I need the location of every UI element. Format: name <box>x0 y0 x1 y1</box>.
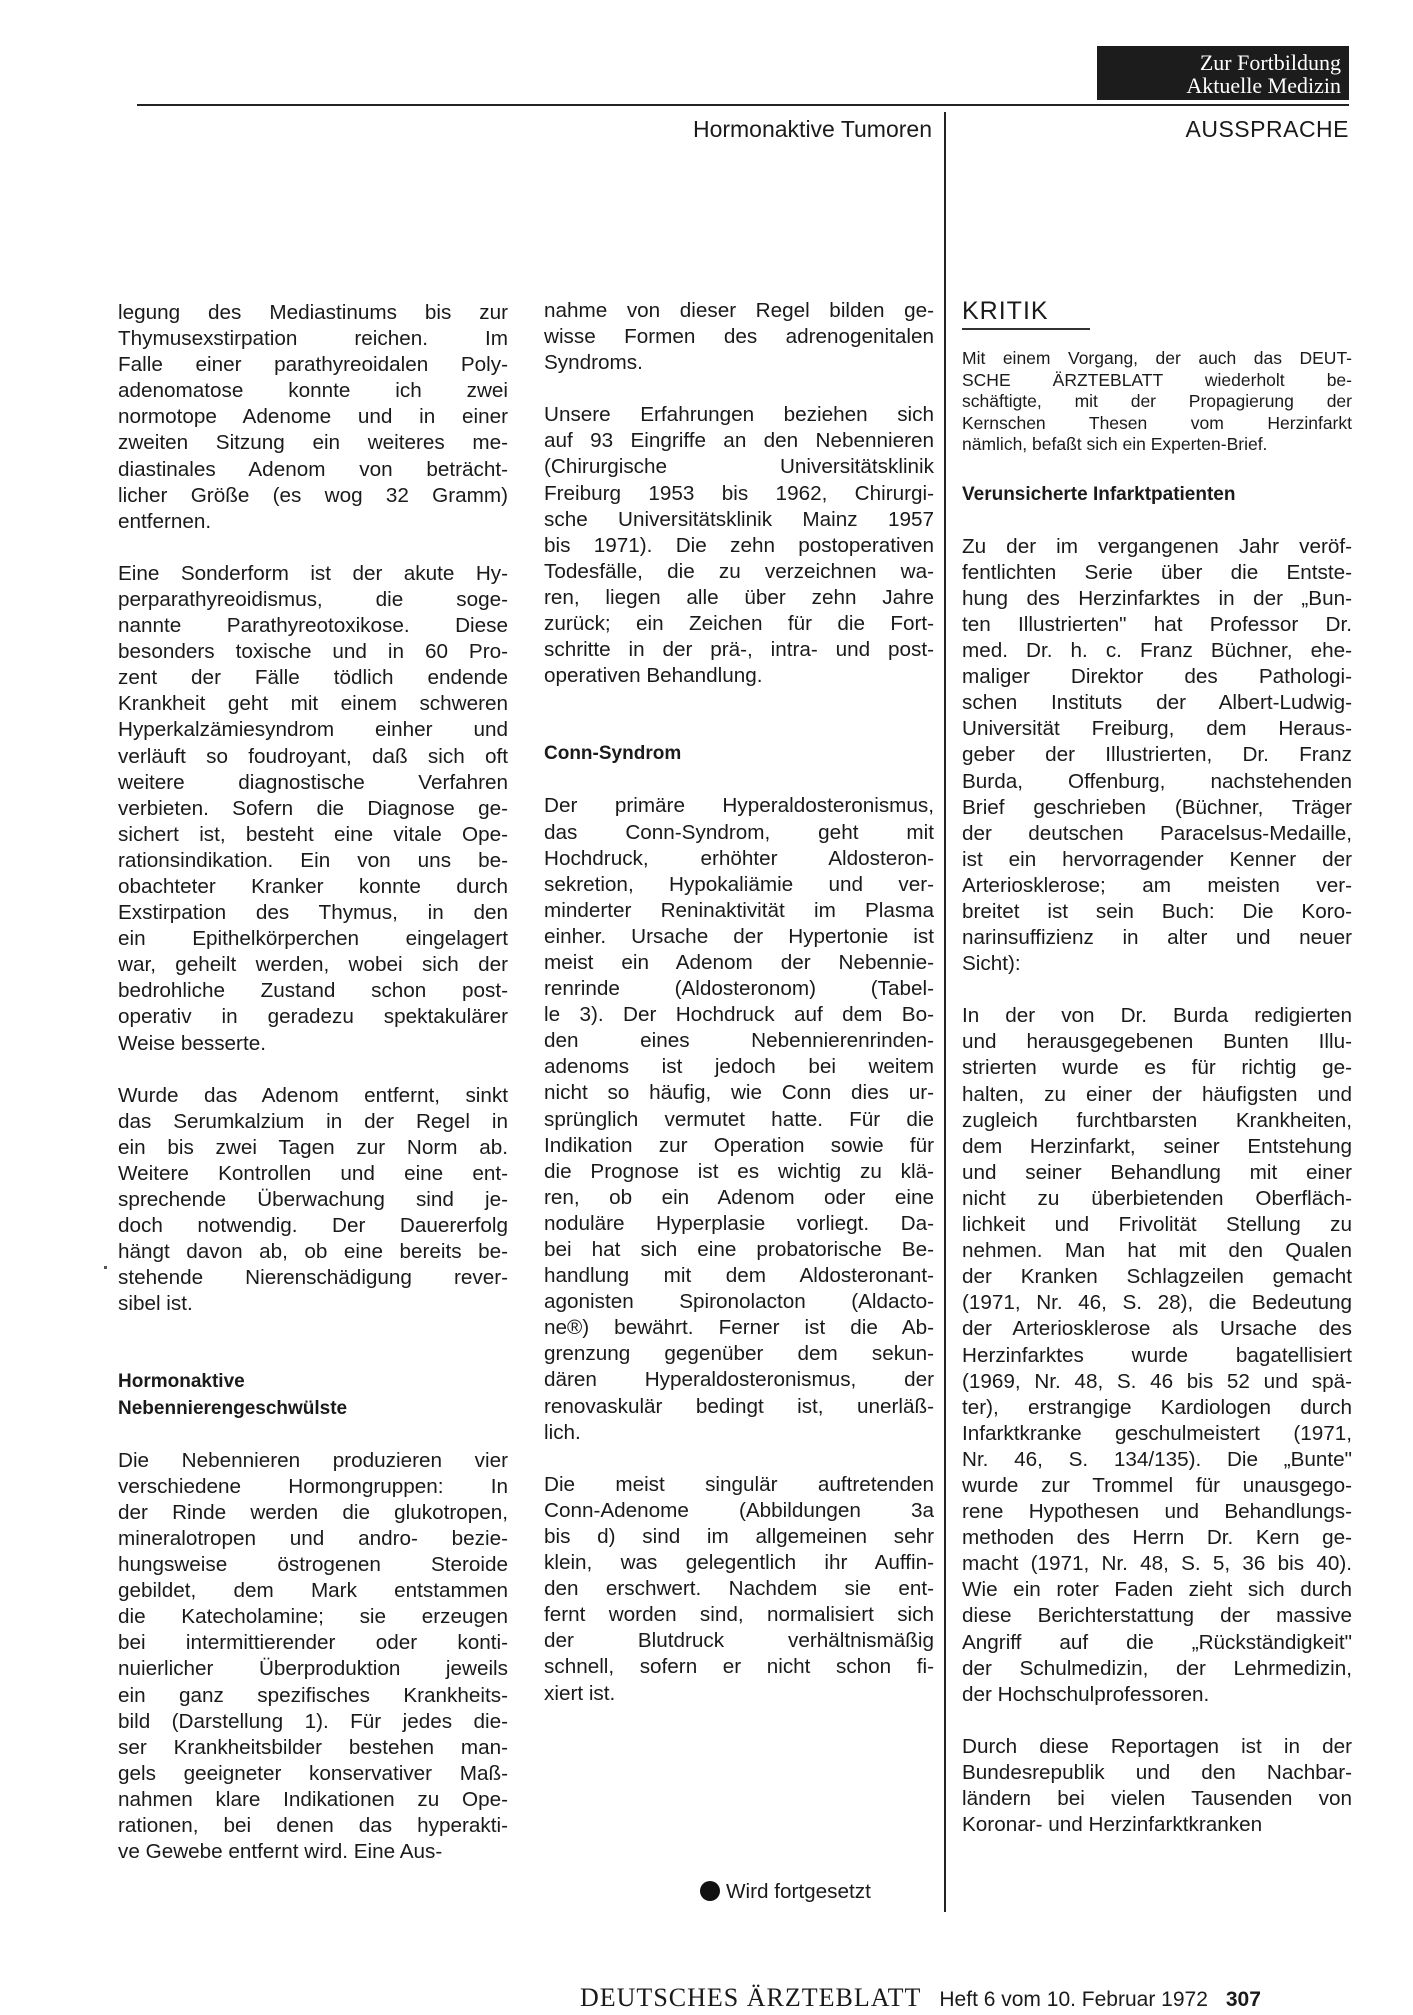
section-heading <box>118 1369 508 1421</box>
text-line: bedrohliche Zustand schon post- <box>118 979 508 1003</box>
text-line: renovaskulär bedingt ist, unerläß- <box>544 1394 934 1418</box>
text-line: verbieten. Sofern die Diagnose ge- <box>118 796 508 820</box>
text-line: breitet ist sein Buch: Die Koro- <box>962 900 1352 923</box>
paragraph <box>118 300 508 535</box>
paragraph <box>118 1448 508 1866</box>
column-divider <box>944 112 946 1912</box>
text-line: mineralotropen und andro- bezie- <box>118 1526 508 1550</box>
text-line: handlung mit dem Aldosteronant- <box>544 1264 934 1288</box>
text-line: minderter Reninaktivität im Plasma <box>544 898 934 922</box>
text-line: ren, liegen alle über zehn Jahre <box>544 585 934 609</box>
text-line: Exstirpation des Thymus, in den <box>118 901 508 925</box>
text-line: sibel ist. <box>118 1292 193 1316</box>
text-line: dem Herzinfarkt, seiner Entstehung <box>962 1134 1352 1158</box>
running-title: Hormonaktive Tumoren <box>692 116 932 142</box>
text-line: Eine Sonderform ist der akute Hy- <box>118 561 508 585</box>
text-line: war, geheilt werden, wobei sich der <box>118 953 508 977</box>
text-line: nahmen klare Indikationen zu Ope- <box>118 1787 508 1811</box>
badge-line-1: Zur Fortbildung <box>1199 50 1341 75</box>
lead-paragraph <box>962 348 1352 456</box>
text-line: nicht zu überbietenden Oberfläch- <box>962 1186 1352 1210</box>
text-line: den eines Nebennierenrinden- <box>544 1029 934 1053</box>
text-line: bild (Darstellung 1). Für jedes die- <box>118 1709 508 1733</box>
paragraph <box>544 402 934 689</box>
section-heading: Verunsicherte Infarktpatienten <box>962 483 1236 505</box>
text-line: der Blutdruck verhältnismäßig <box>544 1629 934 1653</box>
text-line: nahme von dieser Regel bilden ge- <box>544 299 934 322</box>
text-line: noduläre Hyperplasie vorliegt. Da- <box>544 1211 934 1235</box>
text-line: operativen Behandlung. <box>544 664 763 688</box>
text-line: ren, ob ein Adenom oder eine <box>544 1185 934 1209</box>
text-line: Herzinfarktes wurde bagatellisiert <box>962 1343 1352 1367</box>
text-line: fernt worden sind, normalisiert sich <box>544 1603 934 1627</box>
text-line: auf 93 Eingriffe an den Nebennieren <box>544 429 934 453</box>
text-line: bei hat sich eine probatorische Be- <box>544 1238 934 1261</box>
text-line: zugleich furchtbarsten Krankheiten, <box>962 1108 1352 1132</box>
text-line: sprechende Überwachung sind je- <box>118 1188 508 1211</box>
text-line: zent der Fälle tödlich endende <box>118 666 508 690</box>
text-line: obachteter Kranker konnte durch <box>118 874 508 898</box>
publication-name: DEUTSCHES ÄRZTEBLATT <box>580 1983 922 2012</box>
text-line: bei intermittierender oder konti- <box>118 1631 508 1655</box>
text-line: Weitere Kontrollen und eine ent- <box>118 1161 508 1185</box>
paragraph <box>962 534 1352 978</box>
text-line: nuierlicher Überproduktion jeweils <box>118 1657 508 1681</box>
text-line: sprünglich vermutet hatte. Für die <box>544 1107 934 1131</box>
text-line: sekretion, Hypokaliämie und ver- <box>544 872 934 896</box>
paragraph <box>962 1003 1352 1708</box>
text-line: der Rinde werden die glukotropen, <box>118 1500 508 1524</box>
text-line: renrinde (Aldosteronom) (Tabel- <box>544 977 934 1001</box>
text-line: ein ganz spezifisches Krankheits- <box>118 1683 508 1707</box>
text-line: der Schulmedizin, der Lehrmedizin, <box>962 1656 1352 1680</box>
text-line: Hochdruck, erhöhter Aldosteron- <box>544 846 934 870</box>
top-rule <box>137 104 1349 106</box>
text-line: Die meist singulär auftretenden <box>544 1472 934 1496</box>
text-line: hung des Herzinfarktes in der „Bun- <box>962 586 1352 610</box>
text-line: ten Illustrierten" hat Professor Dr. <box>962 612 1352 636</box>
text-line: ve Gewebe entfernt wird. Eine Aus- <box>118 1840 443 1864</box>
text-line: le 3). Der Hochdruck auf dem Bo- <box>544 1003 934 1027</box>
text-line: wisse Formen des adrenogenitalen <box>544 325 934 349</box>
column-2 <box>544 298 934 1707</box>
text-line: Der primäre Hyperaldosteronismus, <box>544 794 934 818</box>
text-line: Hyperkalzämiesyndrom einher und <box>118 718 508 742</box>
text-line: (1969, Nr. 48, S. 46 bis 52 und spä- <box>962 1369 1352 1393</box>
text-line: schnell, sofern er nicht schon fi- <box>544 1655 934 1679</box>
text-line: nicht so häufig, wie Conn dies ur- <box>544 1081 934 1105</box>
text-line: ist ein hervorragender Kenner der <box>962 847 1352 871</box>
text-line: Koronar- und Herzinfarktkranken <box>962 1813 1263 1837</box>
text-line: doch notwendig. Der Dauererfolg <box>118 1214 508 1238</box>
text-line: SCHE ÄRZTEBLATT wiederholt be- <box>962 369 1352 390</box>
text-line: lich. <box>544 1420 581 1444</box>
text-line: besonders toxische und in 60 Pro- <box>118 640 508 664</box>
text-line: Todesfälle, die zu verzeichnen wa- <box>544 559 934 583</box>
text-line: hängt davon ab, ob eine bereits be- <box>118 1240 508 1264</box>
text-line: Sicht): <box>962 952 1021 976</box>
text-line: Kernschen Thesen vom Herzinfarkt <box>962 412 1352 433</box>
text-line: gebildet, dem Mark entstammen <box>118 1579 508 1603</box>
text-line: bis d) sind im allgemeinen sehr <box>544 1524 934 1548</box>
text-line: verschiedene Hormongruppen: In <box>118 1474 508 1498</box>
text-line: med. Dr. h. c. Franz Büchner, ehe- <box>962 639 1352 663</box>
text-line: diese Berichterstattung der massive <box>962 1604 1352 1628</box>
text-line: bis 1971). Die zehn postoperativen <box>544 533 934 557</box>
text-line: ländern bei vielen Tausenden von <box>962 1787 1352 1810</box>
text-line: ein Epithelkörperchen eingelagert <box>118 927 508 951</box>
paragraph <box>544 298 934 376</box>
text-line: nehmen. Man hat mit den Qualen <box>962 1239 1352 1263</box>
text-line: Zu der im vergangenen Jahr veröf- <box>962 534 1352 558</box>
text-line: weitere diagnostische Verfahren <box>118 770 508 794</box>
text-line: Nr. 46, S. 134/135). Die „Bunte" <box>962 1447 1352 1471</box>
text-line: Syndroms. <box>544 351 643 375</box>
text-line: diastinales Adenom von beträcht- <box>118 457 508 481</box>
text-line: rationen, bei denen das hyperakti- <box>118 1813 508 1837</box>
text-line: xiert ist. <box>544 1681 616 1705</box>
text-line: den erschwert. Nachdem sie ent- <box>544 1577 934 1601</box>
text-line: der Kranken Schlagzeilen gemacht <box>962 1265 1352 1289</box>
text-line: das Conn-Syndrom, geht mit <box>544 820 934 844</box>
text-line: die Prognose ist es wichtig zu klä- <box>544 1159 934 1183</box>
text-line: narinsuffizienz in alter und neuer <box>962 926 1352 950</box>
margin-mark <box>104 1266 107 1269</box>
text-line: schritte in der prä-, intra- und post- <box>544 638 934 662</box>
text-line: adenoms ist jedoch bei weitem <box>544 1055 934 1079</box>
text-line: entfernen. <box>118 509 212 533</box>
paragraph <box>962 1734 1352 1838</box>
text-line: Universität Freiburg, dem Heraus- <box>962 717 1352 741</box>
page-number: 307 <box>1225 1988 1261 2011</box>
text-line: Angriff auf die „Rückständigkeit" <box>962 1630 1352 1654</box>
text-line: In der von Dr. Burda redigierten <box>962 1004 1352 1028</box>
text-line: schen Instituts der Albert-Ludwig- <box>962 691 1352 715</box>
text-line: lichkeit und Frivolität Stellung zu <box>962 1213 1352 1237</box>
text-line: grenzung gegenüber dem sekun- <box>544 1342 934 1366</box>
continued-text: Wird fortgesetzt <box>726 1880 871 1903</box>
text-line: nämlich, befaßt sich ein Experten-Brief. <box>962 434 1268 455</box>
column-1 <box>118 300 508 1865</box>
text-line: ne®) bewährt. Ferner ist die Ab- <box>544 1316 934 1340</box>
text-line: geber der Illustrierten, Dr. Franz <box>962 743 1352 767</box>
text-line: Indikation zur Operation sowie für <box>544 1133 934 1157</box>
heading-line: Hormonaktive <box>118 1371 245 1393</box>
text-line: und seiner Behandlung mit einer <box>962 1160 1352 1184</box>
text-line: Brief geschrieben (Büchner, Träger <box>962 795 1352 819</box>
paragraph <box>544 793 934 1445</box>
paragraph <box>118 1083 508 1318</box>
text-line: Bundesrepublik und den Nachbar- <box>962 1760 1352 1784</box>
text-line: Wurde das Adenom entfernt, sinkt <box>118 1083 508 1107</box>
text-line: Weise besserte. <box>118 1031 266 1055</box>
text-line: klein, was gelegentlich ihr Auffin- <box>544 1551 934 1575</box>
text-line: ein bis zwei Tagen zur Norm ab. <box>118 1135 508 1159</box>
text-line: verläuft so foudroyant, daß sich oft <box>118 744 508 768</box>
paragraph <box>118 561 508 1057</box>
text-line: normotope Adenome und in einer <box>118 405 508 429</box>
text-line: wurde zur Trommel für unausgego- <box>962 1473 1352 1497</box>
text-line: zweiten Sitzung ein weiteres me- <box>118 431 508 455</box>
text-line: Krankheit geht mit einem schweren <box>118 692 508 716</box>
text-line: Durch diese Reportagen ist in der <box>962 1734 1352 1758</box>
text-line: perparathyreoidismus, die soge- <box>118 587 508 611</box>
text-line: und herausgegebenen Bunten Illu- <box>962 1030 1352 1054</box>
text-line: (1971, Nr. 46, S. 28), die Bedeutung <box>962 1291 1352 1315</box>
text-line: nannte Parathyreotoxikose. Diese <box>118 614 508 638</box>
section-heading: Conn-Syndrom <box>544 743 682 765</box>
heading-line: Nebennierengeschwülste <box>118 1397 348 1419</box>
text-line: einher. Ursache der Hypertonie ist <box>544 924 934 948</box>
text-line: ser Krankheitsbilder bestehen man- <box>118 1735 508 1759</box>
badge-line-2: Aktuelle Medizin <box>1186 73 1341 98</box>
text-line: strierten wurde es für richtig ge- <box>962 1056 1352 1080</box>
text-line: adenomatose konnte ich zwei <box>118 379 508 403</box>
text-line: maliger Direktor des Pathologi- <box>962 665 1352 689</box>
text-line: Infarktkranke geschulmeistert (1971, <box>962 1421 1352 1445</box>
text-line: zurück; ein Zeichen für die Fort- <box>544 612 934 636</box>
text-line: rene Hypothesen und Behandlungs- <box>962 1500 1352 1524</box>
text-line: stehende Nierenschädigung rever- <box>118 1266 508 1290</box>
text-line: agonisten Spironolacton (Aldacto- <box>544 1290 934 1314</box>
text-line: das Serumkalzium in der Regel in <box>118 1109 508 1133</box>
text-line: schäftigte, mit der Propagierung der <box>962 391 1352 412</box>
text-line: die Katecholamine; sie erzeugen <box>118 1605 508 1629</box>
text-line: dären Hyperaldosteronismus, der <box>544 1368 934 1392</box>
text-line: Unsere Erfahrungen beziehen sich <box>544 403 934 427</box>
text-line: Thymusexstirpation reichen. Im <box>118 327 508 351</box>
text-line: fentlichten Serie über die Entste- <box>962 560 1352 584</box>
text-line: rationsindikation. Ein von uns be- <box>118 848 508 872</box>
text-line: methoden des Herrn Dr. Kern ge- <box>962 1526 1352 1550</box>
text-line: der Arteriosklerose als Ursache des <box>962 1317 1352 1341</box>
text-line: licher Größe (es wog 32 Gramm) <box>118 483 508 507</box>
text-line: macht (1971, Nr. 48, S. 5, 36 bis 40). <box>962 1552 1352 1576</box>
text-line: Mit einem Vorgang, der auch das DEUT- <box>962 348 1352 369</box>
text-line: halten, zu einer der häufigsten und <box>962 1082 1352 1106</box>
page-footer <box>580 1983 1350 2013</box>
text-line: Burda, Offenburg, nachstehenden <box>962 769 1352 793</box>
text-line: Arteriosklerose; am meisten ver- <box>962 873 1352 897</box>
text-line: Die Nebennieren produzieren vier <box>118 1448 508 1472</box>
text-line: der deutschen Paracelsus-Medaille, <box>962 821 1352 845</box>
text-line: Falle einer parathyreoidalen Poly- <box>118 353 508 377</box>
text-line: sichert ist, besteht eine vitale Ope- <box>118 822 508 846</box>
text-line: meist ein Adenom der Nebennie- <box>544 950 934 974</box>
bullet-dot-icon <box>700 1881 720 1901</box>
kritik-label: KRITIK <box>962 297 1049 325</box>
text-line: hungsweise östrogenen Steroide <box>118 1553 508 1577</box>
text-line: ter), erstrangige Kardiologen durch <box>962 1395 1352 1419</box>
text-line: gels geeigneter konservativer Maß- <box>118 1761 508 1785</box>
issue-info: Heft 6 vom 10. Februar 1972 <box>939 1988 1208 2011</box>
text-line: operativ in geradezu spektakulärer <box>118 1005 508 1029</box>
text-line: legung des Mediastinums bis zur <box>118 301 508 324</box>
section-label: AUSSPRACHE <box>1185 116 1349 142</box>
section-badge <box>1097 46 1349 100</box>
text-line: der Hochschulprofessoren. <box>962 1682 1210 1706</box>
text-line: Wie ein roter Faden zieht sich durch <box>962 1578 1352 1602</box>
text-line: Conn-Adenome (Abbildungen 3a <box>544 1498 934 1522</box>
continued-note <box>700 1880 871 1904</box>
column-3 <box>962 298 1352 1838</box>
text-line: (Chirurgische Universitätsklinik <box>544 455 934 479</box>
paragraph <box>544 1472 934 1707</box>
text-line: Freiburg 1953 bis 1962, Chirurgi- <box>544 481 934 505</box>
text-line: sche Universitätsklinik Mainz 1957 <box>544 507 934 531</box>
